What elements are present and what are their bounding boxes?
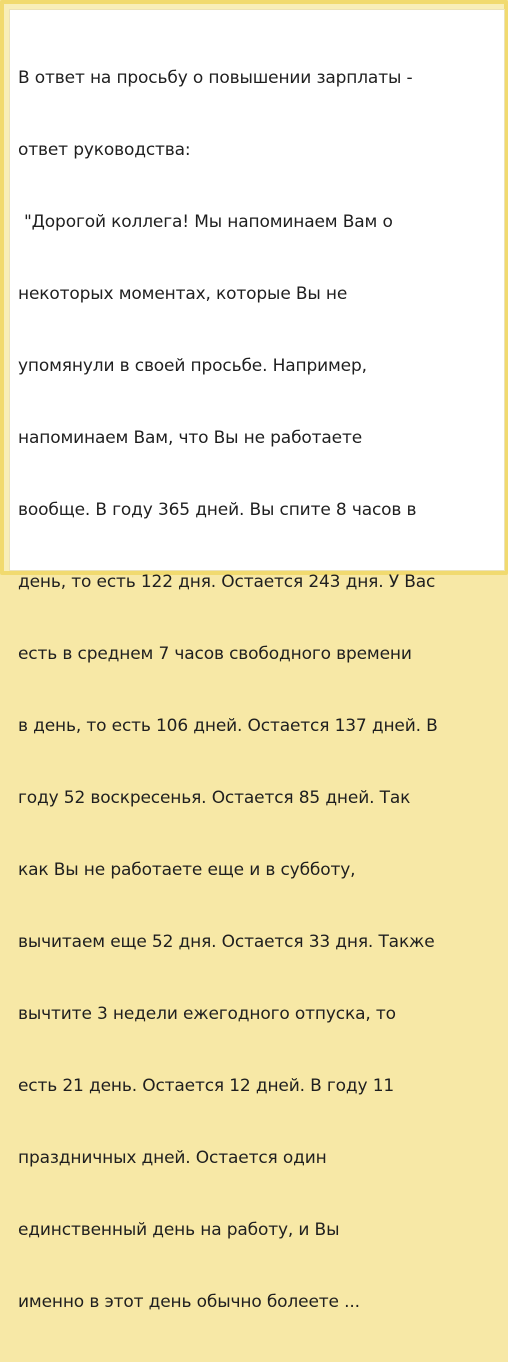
text-line: вообще. В году 365 дней. Вы спите 8 часов в (18, 500, 417, 520)
text-line: в день, то есть 106 дней. Остается 137 дней. В (18, 716, 438, 736)
text-line: есть 21 день. Остается 12 дней. В году 11 (18, 1076, 395, 1096)
text-line: "Дорогой коллега! Мы напоминаем Вам о (24, 212, 393, 232)
text-line: есть в среднем 7 часов свободного времени (18, 644, 412, 664)
text-line: вычитаем еще 52 дня. Остается 33 дня. Также (18, 932, 435, 952)
text-card (9, 9, 505, 1312)
text-line: день, то есть 122 дня. Остается 243 дня. У Вас (18, 572, 436, 592)
text-line: единственный день на работу, и Вы (18, 1220, 340, 1240)
text-line: некоторых моментах, которые Вы не (18, 284, 348, 304)
text-line: ответ руководства: (18, 140, 191, 160)
text-line: В ответ на просьбу о повышении зарплаты - (18, 68, 413, 88)
text-line: году 52 воскресенья. Остается 85 дней. Так (18, 788, 411, 808)
text-line: напоминаем Вам, что Вы не работаете (18, 428, 363, 448)
text-line: упомянули в своей просьбе. Например, (18, 356, 367, 376)
text-line: именно в этот день обычно болеете ... (18, 1292, 360, 1312)
text-line: праздничных дней. Остается один (18, 1148, 327, 1168)
note-text (18, 18, 488, 1362)
text-line: вычтите 3 недели ежегодного отпуска, то (18, 1004, 396, 1024)
text-line: как Вы не работаете еще и в субботу, (18, 860, 356, 880)
